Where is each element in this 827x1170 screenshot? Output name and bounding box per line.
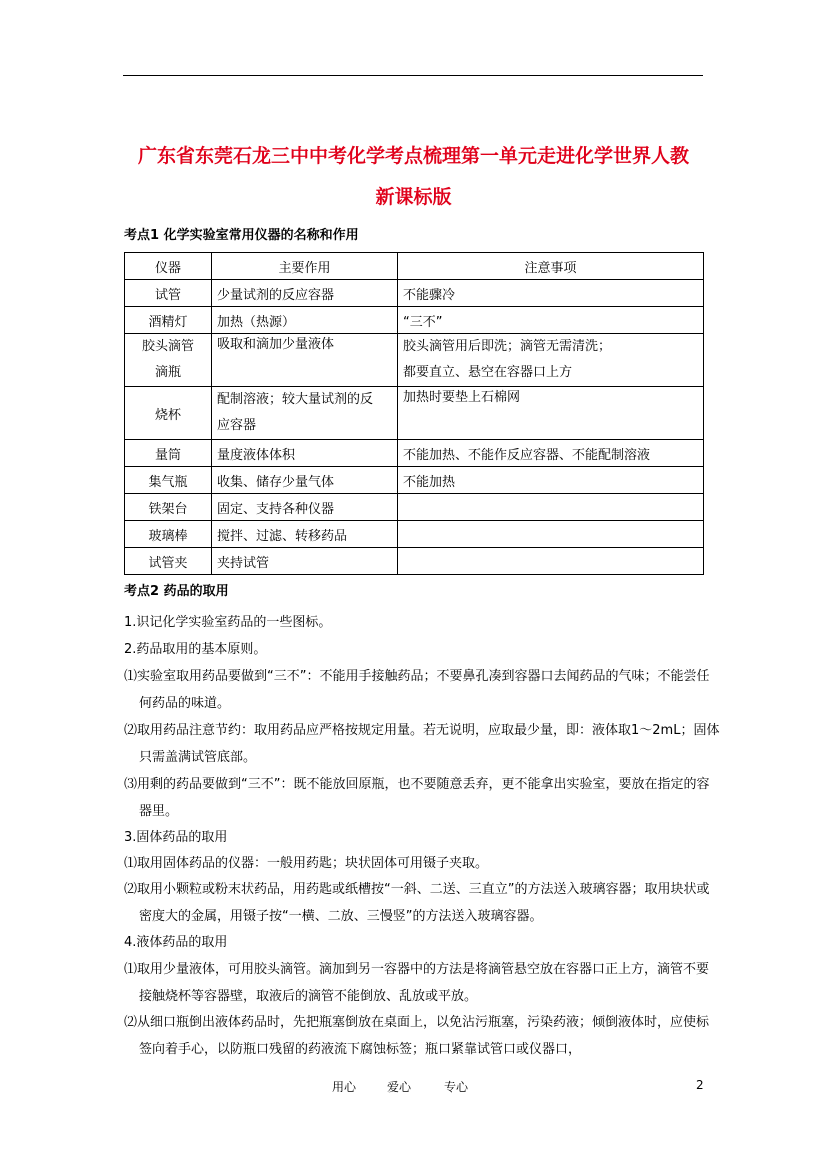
table-row	[125, 467, 704, 494]
paragraph: 3.固体药品的取用	[124, 830, 228, 845]
table-header: 注意事项	[398, 253, 704, 280]
note-cell: 不能骤冷	[398, 280, 704, 307]
instrument-cell: 试管	[125, 280, 212, 307]
note-cell	[398, 521, 704, 548]
use-cell: 量度液体体积	[212, 440, 398, 467]
instrument-cell: 玻璃棒	[125, 521, 212, 548]
paragraph: ⑵从细口瓶倒出液体药品时，先把瓶塞倒放在桌面上，以免沾污瓶塞，污染药液；倾倒液体时，应使标签向着手心，以防瓶口残留的药液流下腐蚀标签；瓶口紧靠试管口或仪器口，	[124, 1015, 710, 1057]
table-row	[125, 548, 704, 575]
header-rule	[123, 75, 703, 76]
note-cell: 胶头滴管用后即洗；滴管无需清洗； 都要直立、悬空在容器口上方	[398, 334, 704, 387]
table-row	[125, 521, 704, 548]
use-cell: 固定、支持各种仪器	[212, 494, 398, 521]
use-cell: 收集、储存少量气体	[212, 467, 398, 494]
paragraph: 2.药品取用的基本原则。	[124, 642, 267, 657]
use-cell: 搅拌、过滤、转移药品	[212, 521, 398, 548]
note-cell: “三不”	[398, 307, 704, 334]
instrument-cell: 铁架台	[125, 494, 212, 521]
paragraph: ⑴取用固体药品的仪器：一般用药匙；块状固体可用镊子夹取。	[124, 856, 489, 871]
use-cell: 吸取和滴加少量液体	[212, 334, 398, 387]
instrument-cell: 烧杯	[125, 387, 212, 440]
note-cell: 加热时要垫上石棉网	[398, 387, 704, 440]
note-cell	[398, 548, 704, 575]
instrument-cell: 量筒	[125, 440, 212, 467]
note-cell: 不能加热	[398, 467, 704, 494]
paragraph: ⑶用剩的药品要做到“三不”：既不能放回原瓶，也不要随意丢弃，更不能拿出实验室，要放在指定的容器里。	[124, 777, 710, 819]
section-2-heading: 考点2 药品的取用	[124, 584, 229, 599]
instrument-table	[124, 252, 704, 575]
paragraph: 1.识记化学实验室药品的一些图标。	[124, 615, 332, 630]
table-row	[125, 387, 704, 440]
title-line-2: 新课标版	[375, 186, 452, 208]
use-cell: 加热（热源）	[212, 307, 398, 334]
footer-right: 专心	[444, 1080, 469, 1094]
instrument-cell: 胶头滴管 滴瓶	[125, 334, 212, 387]
use-cell: 配制溶液；较大量试剂的反 应容器	[212, 387, 398, 440]
table-row	[125, 494, 704, 521]
table-row	[125, 334, 704, 387]
note-cell: 不能加热、不能作反应容器、不能配制溶液	[398, 440, 704, 467]
paragraph: ⑴实验室取用药品要做到“三不”：不能用手接触药品；不要鼻孔凑到容器口去闻药品的气味；不能尝任何药品的味道。	[124, 669, 710, 711]
title-line-1: 广东省东莞石龙三中中考化学考点梳理第一单元走进化学世界人教	[137, 145, 689, 167]
paragraph: ⑵取用小颗粒或粉末状药品，用药匙或纸槽按“一斜、二送、三直立”的方法送入玻璃容器；取用块状或密度大的金属，用镊子按“一横、二放、三慢竖”的方法送入玻璃容器。	[124, 882, 710, 924]
table-header-row	[125, 253, 704, 280]
table-row	[125, 307, 704, 334]
footer-middle: 爱心	[387, 1080, 412, 1094]
instrument-cell: 试管夹	[125, 548, 212, 575]
use-cell: 少量试剂的反应容器	[212, 280, 398, 307]
section-1-heading: 考点1 化学实验室常用仪器的名称和作用	[124, 228, 359, 243]
paragraph: ⑴取用少量液体，可用胶头滴管。滴加到另一容器中的方法是将滴管悬空放在容器口正上方，滴管不要接触烧杯等容器壁，取液后的滴管不能倒放、乱放或平放。	[124, 962, 710, 1004]
instrument-cell: 集气瓶	[125, 467, 212, 494]
page-number: 2	[696, 1078, 704, 1092]
table-row	[125, 440, 704, 467]
paragraph: ⑵取用药品注意节约：取用药品应严格按规定用量。若无说明，应取最少量，即：液体取1～2mL；固体只需盖满试管底部。	[124, 723, 720, 765]
instrument-cell: 酒精灯	[125, 307, 212, 334]
footer-left: 用心	[332, 1080, 357, 1094]
note-cell	[398, 494, 704, 521]
table-header: 主要作用	[212, 253, 398, 280]
table-header: 仪器	[125, 253, 212, 280]
table-row	[125, 280, 704, 307]
use-cell: 夹持试管	[212, 548, 398, 575]
paragraph: 4.液体药品的取用	[124, 935, 228, 950]
